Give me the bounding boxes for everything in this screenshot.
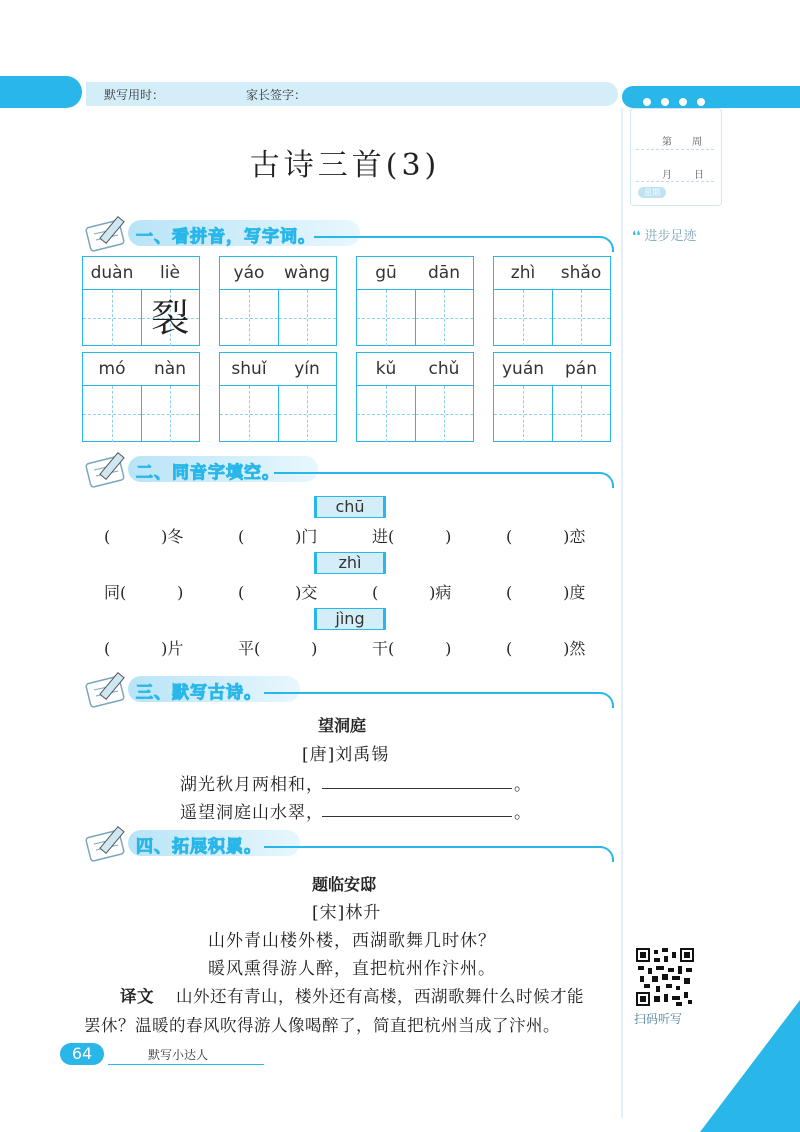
writing-cell[interactable]: [220, 386, 279, 442]
translation-line-1: 山外还有青山，楼外还有高楼，西湖歌舞什么时候才能: [176, 987, 584, 1006]
section-header-2: [84, 448, 614, 488]
word-box: [219, 256, 337, 346]
translation-line-2: 罢休？温暖的春风吹得游人像喝醉了，简直把杭州当成了汴州。: [84, 1016, 560, 1035]
side-divider: [621, 108, 623, 1118]
pinyin-box-edge: [383, 552, 386, 574]
answer-blank: [322, 788, 512, 789]
header-bar: [86, 82, 618, 106]
pinyin-1: shuǐ: [231, 359, 267, 379]
poem-2-title: 题临安邸: [312, 875, 377, 894]
section-header-1: [84, 212, 614, 252]
pinyin-1: kǔ: [375, 359, 397, 379]
footer-line: [108, 1064, 264, 1065]
section-4-title: 四、拓展积累。: [136, 837, 262, 857]
poem-2-line-2: 暖风熏得游人醉，直把杭州作汴州。: [208, 959, 496, 979]
page-title: 古诗三首(3): [249, 148, 441, 183]
writing-cell[interactable]: [357, 386, 416, 442]
fill-blank-item[interactable]: 进( ): [372, 527, 452, 546]
time-label: 默写用时：: [104, 88, 165, 102]
section-header-3: [84, 668, 614, 708]
pinyin-2: chǔ: [428, 359, 460, 379]
fill-blank-item[interactable]: ( )交: [238, 583, 318, 602]
pinyin-2: nàn: [154, 359, 186, 379]
fill-blank-item[interactable]: ( )恋: [506, 527, 586, 546]
poem-2-line-1: 山外青山楼外楼，西湖歌舞几时休？: [208, 931, 496, 951]
word-box: [219, 352, 337, 442]
writing-cell[interactable]: [83, 290, 142, 346]
pinyin-2: pán: [565, 359, 597, 379]
poem-1-author: [唐]刘禹锡: [302, 745, 390, 765]
poem-1-line-1: 湖光秋月两相和，: [180, 775, 324, 795]
writing-cell[interactable]: [494, 386, 553, 442]
fill-blank-item[interactable]: 平( ): [238, 639, 318, 658]
pinyin-2: dān: [428, 263, 460, 283]
poem-1-title: 望洞庭: [318, 716, 367, 735]
writing-cell[interactable]: [83, 386, 142, 442]
pinyin-box-edge: [383, 608, 386, 630]
pinyin-2: shǎo: [560, 263, 602, 283]
pinyin-box-edge: [383, 496, 386, 518]
pinyin-2: liè: [160, 263, 180, 283]
pinyin-2: yín: [294, 359, 320, 379]
month-label: 月: [662, 170, 672, 181]
section-2-title: 二、同音字填空。: [136, 463, 280, 483]
writing-cell[interactable]: [142, 386, 200, 442]
word-box: [493, 352, 611, 442]
fill-blank-item[interactable]: ( )门: [238, 527, 318, 546]
writing-cell[interactable]: [220, 290, 279, 346]
progress-label: 进步足迹: [644, 229, 697, 244]
footer-label: 默写小达人: [148, 1048, 209, 1062]
poem-1-end-1: 。: [514, 775, 532, 795]
poem-1-line-2: 遥望洞庭山水翠，: [180, 803, 324, 823]
section-header-4: [84, 822, 614, 862]
ring-icon: [641, 96, 653, 108]
word-box: [82, 256, 200, 346]
writing-cell[interactable]: [279, 290, 337, 346]
week-prefix: 第: [662, 137, 672, 148]
answer-char: 裂: [151, 296, 190, 340]
header-tab-decoration: [0, 76, 82, 108]
poem-1-end-2: 。: [514, 803, 532, 823]
fill-blank-item[interactable]: 干( ): [372, 639, 452, 658]
writing-cell[interactable]: [142, 290, 200, 346]
qr-code[interactable]: [636, 948, 694, 1006]
pinyin-2: wàng: [284, 263, 330, 283]
homophone-pinyin: jìng: [317, 608, 383, 630]
fill-blank-item[interactable]: 同( ): [104, 583, 184, 602]
translation-label: 译文: [120, 987, 154, 1006]
writing-cell[interactable]: [279, 386, 337, 442]
sign-label: 家长签字：: [246, 88, 307, 102]
pinyin-1: mó: [98, 359, 126, 379]
section-1-title: 一、看拼音，写字词。: [136, 227, 316, 247]
pinyin-1: yáo: [233, 263, 265, 283]
page-number: 64: [60, 1043, 104, 1065]
homophone-pinyin: chū: [317, 496, 383, 518]
fill-blank-item[interactable]: ( )冬: [104, 527, 184, 546]
ring-icon: [695, 96, 707, 108]
pinyin-1: zhì: [510, 263, 536, 283]
fill-blank-item[interactable]: ( )然: [506, 639, 586, 658]
writing-cell[interactable]: [416, 290, 474, 346]
pinyin-1: yuán: [501, 359, 545, 379]
word-box: [493, 256, 611, 346]
fill-blank-item[interactable]: ( )片: [104, 639, 184, 658]
ring-icon: [677, 96, 689, 108]
word-box: [356, 256, 474, 346]
pinyin-1: duàn: [90, 263, 134, 283]
word-box: [82, 352, 200, 442]
homophone-pinyin: zhì: [317, 552, 383, 574]
footprint-icon: ❛❛: [632, 229, 641, 244]
ring-icon: [659, 96, 671, 108]
pinyin-1: gū: [375, 263, 397, 283]
writing-cell[interactable]: [494, 290, 553, 346]
progress-footprints: [632, 225, 697, 244]
answer-blank: [322, 816, 512, 817]
day-label: 日: [694, 170, 704, 181]
writing-cell[interactable]: [416, 386, 474, 442]
writing-cell[interactable]: [357, 290, 416, 346]
poem-2-author: [宋]林升: [312, 903, 382, 923]
page-corner-decoration: [700, 1000, 800, 1132]
writing-cell[interactable]: [553, 386, 611, 442]
weekday-label: 星期: [638, 187, 666, 198]
fill-blank-item[interactable]: ( )度: [506, 583, 586, 602]
week-suffix: 周: [692, 137, 702, 148]
scan-label: 扫码听写: [634, 1012, 683, 1026]
writing-cell[interactable]: [553, 290, 611, 346]
fill-blank-item[interactable]: ( )病: [372, 583, 452, 602]
section-3-title: 三、默写古诗。: [136, 683, 262, 703]
word-box: [356, 352, 474, 442]
